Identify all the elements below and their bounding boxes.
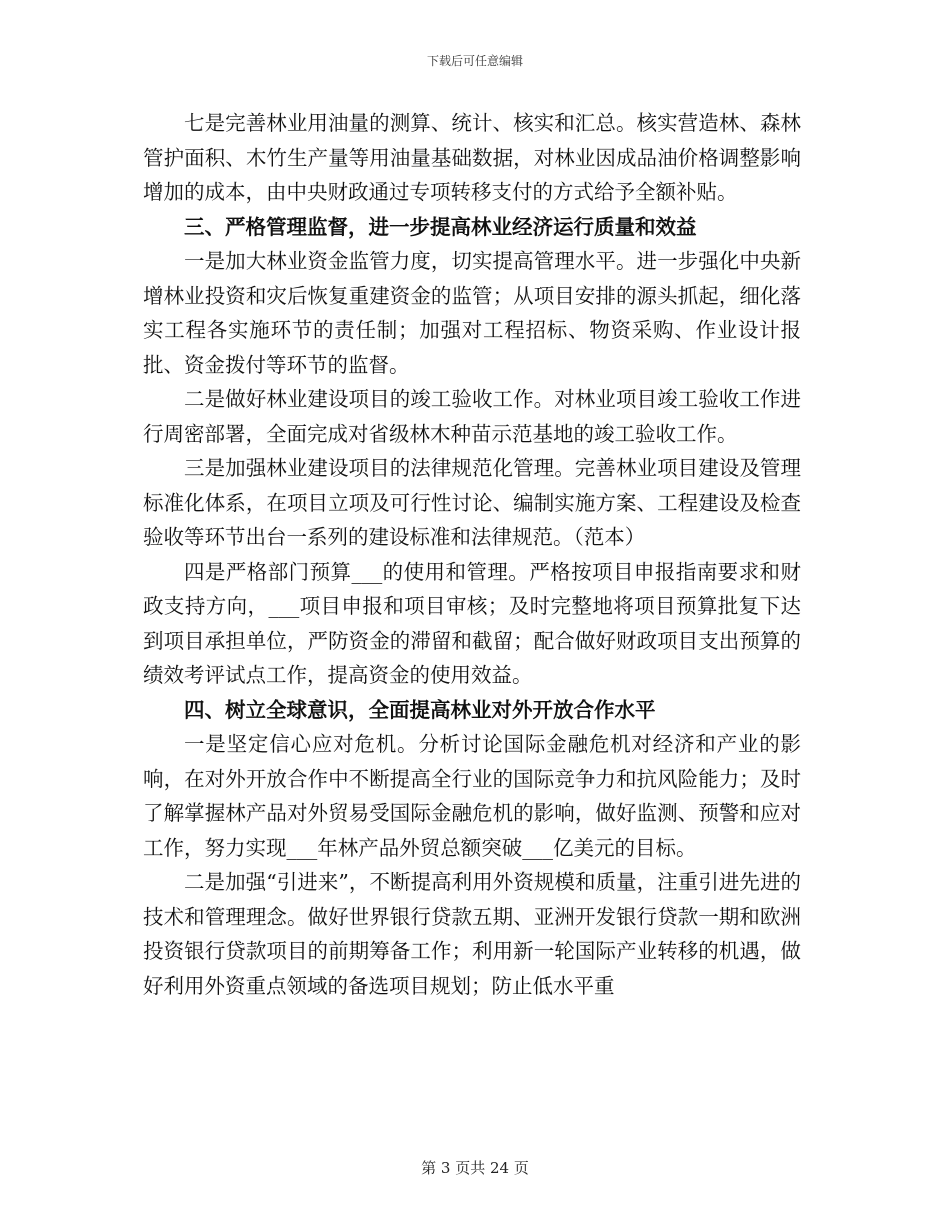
paragraph-foreign-investment: 二是加强“引进来”，不断提高利用外资规模和质量，注重引进先进的技术和管理理念。做好世界银行贷款五期、亚洲开发银行贷款一期和欧洲投资银行贷款项目的前期筹备工作；利用新一轮国际产业转移的机遇，做好利用外资重点领域的备选项目规划；防止低水平重 xyxy=(143,870,801,998)
section-heading-3: 三、严格管理监督，进一步提高林业经济运行质量和效益 xyxy=(184,214,697,239)
page-footer: 第 3 页共 24 页 xyxy=(421,1159,529,1177)
paragraph-7-fuel: 七是完善林业用油量的测算、统计、核实和汇总。核实营造林、森林管护面积、木竹生产量等用油量基础数据，对林业因成品油价格调整影响增加的成本，由中央财政通过专项转移支付的方式给予全额补贴。 xyxy=(143,111,801,204)
paragraph-legal-standards: 三是加强林业建设项目的法律规范化管理。完善林业项目建设及管理标准化体系，在项目立项及可行性讨论、编制实施方案、工程建设及检查验收等环节出台一系列的建设标准和法律规范。（范本） xyxy=(143,456,801,549)
page-header: 下载后可任意编辑 xyxy=(426,54,523,68)
paragraph-budget: 四是严格部门预算___的使用和管理。严格按项目申报指南要求和财政支持方向，___项目申报和项目审核；及时完整地将项目预算批复下达到项目承担单位，严防资金的滞留和截留；配合做好财政项目支出预算的绩效考评试点工作，提高资金的使用效益。 xyxy=(143,559,801,687)
paragraph-acceptance: 二是做好林业建设项目的竣工验收工作。对林业项目竣工验收工作进行周密部署，全面完成对省级林木种苗示范基地的竣工验收工作。 xyxy=(143,387,801,446)
paragraph-crisis: 一是坚定信心应对危机。分析讨论国际金融危机对经济和产业的影响，在对外开放合作中不断提高全行业的国际竞争力和抗风险能力；及时了解掌握林产品对外贸易受国际金融危机的影响，做好监测、预警和应对工作，努力实现___年林产品外贸总额突破___亿美元的目标。 xyxy=(143,732,801,860)
section-heading-4: 四、树立全球意识，全面提高林业对外开放合作水平 xyxy=(184,697,656,722)
document-body xyxy=(143,106,801,1003)
paragraph-fund-supervision: 一是加大林业资金监管力度，切实提高管理水平。进一步强化中央新增林业投资和灾后恢复重建资金的监管；从项目安排的源头抓起，细化落实工程各实施环节的责任制；加强对工程招标、物资采购、作业设计报批、资金拨付等环节的监督。 xyxy=(143,249,801,377)
